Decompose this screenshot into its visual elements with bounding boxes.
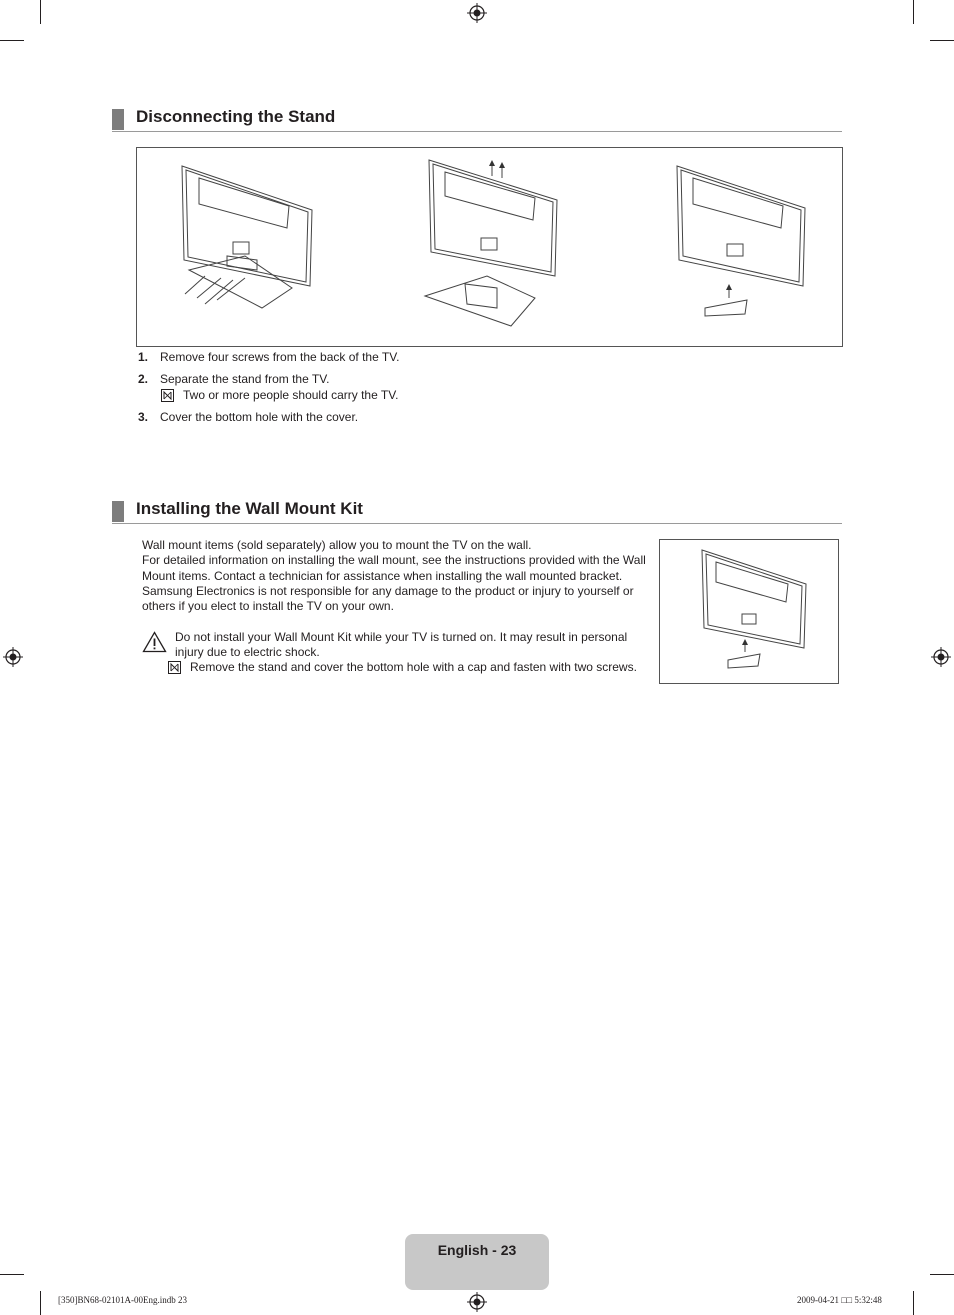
section-heading <box>112 109 842 132</box>
paragraph: For detailed information on installing the wall mount, see the instructions provided with the Wall Mount items. Contact a technician for assistance when installing the wall mounted bracket. <box>142 553 646 583</box>
crop-mark <box>0 40 24 41</box>
tv-back-with-stand <box>182 166 312 308</box>
note-icon <box>168 661 181 674</box>
step-item <box>138 350 399 364</box>
section-heading <box>112 501 842 524</box>
crop-mark <box>40 1291 41 1315</box>
section-title: Installing the Wall Mount Kit <box>136 499 363 518</box>
heading-bar <box>112 109 124 130</box>
crop-mark <box>0 1274 24 1275</box>
section-title: Disconnecting the Stand <box>136 107 336 126</box>
step-text: Separate the stand from the TV. <box>160 372 330 386</box>
step-number: 2. <box>138 372 149 386</box>
paragraph: Wall mount items (sold separately) allow you to mount the TV on the wall. <box>142 538 532 552</box>
registration-mark-icon <box>467 1292 487 1312</box>
caution-icon <box>142 631 167 653</box>
crop-mark <box>913 0 914 24</box>
step-text: Cover the bottom hole with the cover. <box>160 410 359 424</box>
step-item <box>138 410 358 424</box>
wall-mount-illustration <box>660 540 838 683</box>
wall-mount-illustration-panel <box>659 539 839 684</box>
caution-text: Do not install your Wall Mount Kit while your TV is turned on. It may result in personal injury due to electric shock. <box>175 630 628 660</box>
step-text: Remove four screws from the back of the TV. <box>160 350 400 364</box>
tv-back-with-cover <box>677 166 805 316</box>
print-slug-left: [350]BN68-02101A-00Eng.indb 23 <box>58 1295 187 1305</box>
step-number: 3. <box>138 410 149 424</box>
note-icon <box>161 389 174 402</box>
heading-bar <box>112 501 124 522</box>
step-number: 1. <box>138 350 149 364</box>
illustration-panel <box>136 147 843 347</box>
wall-mount-description <box>142 538 650 614</box>
paragraph: Samsung Electronics is not responsible for any damage to the product or injury to yourself or others if you elect to install the TV on your own. <box>142 583 634 614</box>
page-number-tab <box>405 1234 549 1290</box>
page-number: English - 23 <box>437 1242 517 1258</box>
disconnect-stand-illustration <box>137 148 842 346</box>
tv-back-lifted <box>425 160 557 326</box>
note-text: Remove the stand and cover the bottom hole with a cap and fasten with two screws. <box>190 660 637 674</box>
crop-mark <box>930 40 954 41</box>
note-text: Two or more people should carry the TV. <box>183 388 399 402</box>
registration-mark-icon <box>467 3 487 23</box>
registration-mark-icon <box>931 647 951 667</box>
crop-mark <box>930 1274 954 1275</box>
step-item <box>138 372 329 386</box>
crop-mark <box>913 1291 914 1315</box>
registration-mark-icon <box>3 647 23 667</box>
crop-mark <box>40 0 41 24</box>
print-slug-right: 2009-04-21 □□ 5:32:48 <box>797 1295 882 1305</box>
